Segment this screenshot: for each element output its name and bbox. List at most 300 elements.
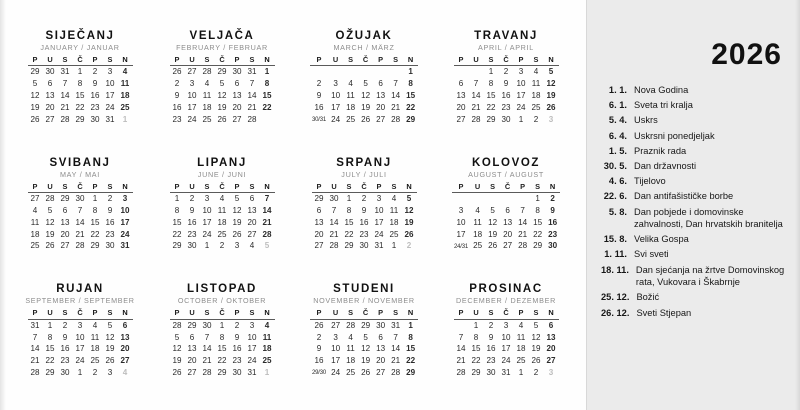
- day-cell[interactable]: 30: [60, 368, 70, 378]
- day-cell[interactable]: 23: [187, 229, 197, 239]
- day-cell[interactable]: 3: [234, 241, 240, 251]
- day-cell[interactable]: 14: [247, 91, 257, 101]
- day-cell[interactable]: 26: [30, 114, 40, 124]
- day-cell[interactable]: 12: [361, 344, 371, 354]
- day-cell[interactable]: 4: [122, 67, 128, 77]
- day-cell[interactable]: 27: [45, 114, 55, 124]
- day-cell[interactable]: 17: [247, 344, 257, 354]
- day-cell[interactable]: 8: [408, 79, 413, 89]
- day-cell[interactable]: 5: [234, 193, 240, 203]
- day-cell[interactable]: 2: [62, 320, 68, 330]
- day-cell[interactable]: 6: [62, 205, 68, 215]
- day-cell[interactable]: 3: [189, 79, 195, 89]
- day-cell[interactable]: 20: [503, 229, 513, 239]
- day-cell[interactable]: 27: [30, 193, 40, 203]
- day-cell[interactable]: 28: [518, 241, 528, 251]
- day-cell[interactable]: 20: [45, 102, 55, 112]
- day-cell[interactable]: 3: [107, 67, 113, 77]
- day-cell[interactable]: 16: [486, 344, 496, 354]
- day-cell[interactable]: 21: [456, 356, 466, 366]
- day-cell[interactable]: 2: [316, 79, 322, 89]
- day-cell[interactable]: 11: [473, 217, 482, 227]
- day-cell[interactable]: 13: [456, 91, 466, 101]
- day-cell[interactable]: 19: [361, 102, 371, 112]
- day-cell[interactable]: 20: [187, 356, 197, 366]
- day-cell[interactable]: 3: [249, 320, 255, 330]
- day-cell[interactable]: 13: [314, 217, 324, 227]
- day-cell[interactable]: 18: [346, 102, 356, 112]
- day-cell[interactable]: 30: [187, 241, 197, 251]
- day-cell[interactable]: 31: [247, 368, 257, 378]
- day-cell[interactable]: 14: [202, 344, 212, 354]
- day-cell[interactable]: 5: [107, 320, 113, 330]
- day-cell[interactable]: 2: [174, 79, 180, 89]
- day-cell[interactable]: 7: [331, 205, 337, 215]
- day-cell[interactable]: 10: [501, 332, 511, 342]
- day-cell[interactable]: 18: [217, 217, 227, 227]
- day-cell[interactable]: 30: [232, 368, 242, 378]
- day-cell[interactable]: 8: [346, 205, 352, 215]
- day-cell[interactable]: 19: [232, 217, 242, 227]
- day-cell[interactable]: 1: [47, 320, 53, 330]
- day-cell[interactable]: 25: [389, 229, 399, 239]
- day-cell[interactable]: 3: [548, 368, 554, 378]
- day-cell[interactable]: 27: [187, 67, 197, 77]
- day-cell[interactable]: 27: [60, 241, 70, 251]
- day-cell[interactable]: 22: [217, 356, 227, 366]
- day-cell[interactable]: 21: [202, 356, 212, 366]
- day-cell[interactable]: 20: [456, 102, 466, 112]
- day-cell[interactable]: 27: [331, 320, 341, 330]
- day-cell[interactable]: 27: [247, 229, 257, 239]
- day-cell[interactable]: 31: [501, 368, 511, 378]
- day-cell[interactable]: 11: [516, 332, 526, 342]
- day-cell[interactable]: 5: [264, 241, 270, 251]
- day-cell[interactable]: 28: [262, 229, 272, 239]
- day-cell[interactable]: 30: [75, 193, 85, 203]
- day-cell[interactable]: 30: [90, 114, 100, 124]
- day-cell[interactable]: 16: [90, 91, 100, 101]
- day-cell[interactable]: 2: [550, 193, 555, 203]
- day-cell[interactable]: 1: [518, 114, 524, 124]
- day-cell[interactable]: 16: [359, 217, 369, 227]
- day-cell[interactable]: 8: [92, 205, 98, 215]
- day-cell[interactable]: 21: [329, 229, 339, 239]
- day-cell[interactable]: [469, 66, 484, 78]
- day-cell[interactable]: 12: [488, 217, 498, 227]
- day-cell[interactable]: 12: [361, 91, 371, 101]
- day-cell[interactable]: 29: [172, 241, 182, 251]
- day-cell[interactable]: 5: [363, 332, 368, 342]
- day-cell[interactable]: 13: [120, 332, 130, 342]
- day-cell[interactable]: 6: [249, 193, 255, 203]
- day-cell[interactable]: 28: [471, 114, 481, 124]
- day-cell[interactable]: 29: [406, 114, 416, 124]
- day-cell[interactable]: 11: [30, 217, 40, 227]
- day-cell[interactable]: 26: [314, 320, 324, 330]
- day-cell[interactable]: 1: [391, 241, 397, 251]
- day-cell[interactable]: 8: [174, 205, 180, 215]
- day-cell[interactable]: 6: [234, 79, 240, 89]
- day-cell[interactable]: 7: [393, 79, 398, 89]
- day-cell[interactable]: 19: [172, 356, 182, 366]
- day-cell[interactable]: 17: [501, 344, 511, 354]
- day-cell[interactable]: 29: [406, 368, 416, 378]
- day-cell[interactable]: 11: [90, 332, 100, 342]
- day-cell[interactable]: 22: [262, 102, 272, 112]
- day-cell[interactable]: 13: [546, 332, 556, 342]
- day-cell[interactable]: 15: [45, 344, 55, 354]
- day-cell[interactable]: 2: [406, 241, 412, 251]
- day-cell[interactable]: 3: [333, 79, 338, 89]
- day-cell[interactable]: 12: [531, 332, 541, 342]
- day-cell[interactable]: 13: [247, 205, 257, 215]
- day-cell[interactable]: 25: [531, 102, 541, 112]
- day-cell[interactable]: 25: [516, 356, 526, 366]
- day-cell[interactable]: 14: [262, 205, 272, 215]
- day-cell[interactable]: 24: [187, 114, 197, 124]
- day-cell[interactable]: 16: [314, 356, 324, 366]
- day-cell[interactable]: 14: [518, 217, 528, 227]
- day-cell[interactable]: 28: [30, 368, 40, 378]
- day-cell[interactable]: 17: [120, 217, 130, 227]
- day-cell[interactable]: 12: [232, 205, 242, 215]
- day-cell[interactable]: 12: [404, 205, 414, 215]
- day-cell[interactable]: 14: [329, 217, 339, 227]
- day-cell[interactable]: 14: [391, 91, 401, 101]
- day-cell[interactable]: 15: [217, 344, 227, 354]
- day-cell[interactable]: 2: [316, 332, 322, 342]
- day-cell[interactable]: 25: [217, 229, 227, 239]
- day-cell[interactable]: 26: [546, 102, 556, 112]
- day-cell[interactable]: 26: [232, 229, 242, 239]
- day-cell[interactable]: 5: [490, 205, 495, 215]
- day-cell[interactable]: 6: [378, 332, 383, 342]
- day-cell[interactable]: 27: [232, 114, 242, 124]
- day-cell[interactable]: 15: [406, 344, 416, 354]
- day-cell[interactable]: 26: [172, 368, 182, 378]
- day-cell[interactable]: [452, 193, 470, 205]
- day-cell[interactable]: 28: [202, 368, 212, 378]
- day-cell[interactable]: 30: [45, 67, 55, 77]
- day-cell[interactable]: 28: [247, 114, 257, 124]
- day-cell[interactable]: 12: [105, 332, 115, 342]
- day-cell[interactable]: 24: [516, 102, 526, 112]
- day-cell[interactable]: 14: [391, 344, 401, 354]
- day-cell[interactable]: 27: [376, 368, 386, 378]
- day-cell[interactable]: [500, 193, 515, 205]
- day-cell[interactable]: 15: [486, 91, 496, 101]
- day-cell[interactable]: 1: [77, 368, 83, 378]
- day-cell[interactable]: 29: [533, 241, 543, 251]
- day-cell[interactable]: 2: [107, 193, 113, 203]
- day-cell[interactable]: 27: [376, 114, 386, 124]
- day-cell[interactable]: 2: [361, 193, 367, 203]
- day-cell[interactable]: 9: [503, 79, 509, 89]
- day-cell[interactable]: 10: [247, 332, 257, 342]
- day-cell[interactable]: 4: [32, 205, 38, 215]
- day-cell[interactable]: 25: [262, 356, 272, 366]
- day-cell[interactable]: 10: [374, 205, 384, 215]
- day-cell[interactable]: 26: [404, 229, 414, 239]
- day-cell[interactable]: 4: [219, 193, 225, 203]
- day-cell[interactable]: 3: [77, 320, 83, 330]
- day-cell[interactable]: 23: [486, 356, 496, 366]
- day-cell[interactable]: 28: [60, 114, 70, 124]
- day-cell[interactable]: 2: [533, 368, 539, 378]
- day-cell[interactable]: 9: [316, 344, 322, 354]
- day-cell[interactable]: 22: [406, 102, 416, 112]
- day-cell[interactable]: 17: [202, 217, 212, 227]
- day-cell[interactable]: 16: [105, 217, 115, 227]
- day-cell[interactable]: 23: [359, 229, 369, 239]
- day-cell[interactable]: 1: [535, 193, 540, 203]
- day-cell[interactable]: 20: [376, 102, 386, 112]
- day-cell[interactable]: 30: [501, 114, 511, 124]
- day-cell[interactable]: 30: [548, 241, 558, 251]
- day-cell[interactable]: 1: [92, 193, 98, 203]
- day-cell[interactable]: 24/31: [453, 243, 468, 250]
- day-cell[interactable]: 2: [503, 67, 509, 77]
- day-cell[interactable]: 31: [30, 320, 40, 330]
- day-cell[interactable]: 9: [92, 79, 98, 89]
- day-cell[interactable]: 30: [232, 67, 242, 77]
- day-cell[interactable]: 4: [264, 320, 270, 330]
- day-cell[interactable]: 26: [45, 241, 55, 251]
- day-cell[interactable]: 11: [120, 79, 130, 89]
- day-cell[interactable]: 13: [187, 344, 197, 354]
- day-cell[interactable]: 13: [376, 91, 386, 101]
- day-cell[interactable]: 3: [458, 205, 464, 215]
- day-cell[interactable]: 27: [187, 368, 197, 378]
- day-cell[interactable]: 24: [501, 356, 511, 366]
- day-cell[interactable]: 9: [189, 205, 195, 215]
- day-cell[interactable]: 20: [314, 229, 324, 239]
- day-cell[interactable]: 2: [189, 193, 195, 203]
- day-cell[interactable]: 30: [359, 241, 369, 251]
- day-cell[interactable]: 27: [314, 241, 324, 251]
- day-cell[interactable]: 15: [344, 217, 354, 227]
- day-cell[interactable]: 9: [361, 205, 367, 215]
- day-cell[interactable]: 22: [471, 356, 481, 366]
- day-cell[interactable]: 9: [62, 332, 68, 342]
- day-cell[interactable]: 1: [264, 67, 270, 77]
- day-cell[interactable]: 28: [45, 193, 55, 203]
- day-cell[interactable]: 23: [172, 114, 182, 124]
- day-cell[interactable]: 29: [90, 241, 100, 251]
- day-cell[interactable]: 1: [473, 320, 479, 330]
- day-cell[interactable]: 17: [105, 91, 115, 101]
- day-cell[interactable]: 28: [391, 114, 401, 124]
- day-cell[interactable]: 3: [376, 193, 382, 203]
- day-cell[interactable]: 28: [75, 241, 85, 251]
- day-cell[interactable]: 9: [488, 332, 494, 342]
- day-cell[interactable]: 29: [361, 320, 371, 330]
- day-cell[interactable]: 21: [60, 102, 70, 112]
- day-cell[interactable]: 6: [122, 320, 128, 330]
- day-cell[interactable]: 21: [471, 102, 481, 112]
- day-cell[interactable]: 5: [533, 320, 539, 330]
- day-cell[interactable]: 26: [488, 241, 498, 251]
- day-cell[interactable]: 29: [344, 241, 354, 251]
- day-cell[interactable]: 13: [45, 91, 55, 101]
- day-cell[interactable]: 24: [202, 229, 212, 239]
- day-cell[interactable]: 28: [202, 67, 212, 77]
- day-cell[interactable]: [470, 193, 485, 205]
- day-cell[interactable]: 14: [456, 344, 466, 354]
- day-cell[interactable]: 3: [204, 193, 210, 203]
- day-cell[interactable]: 10: [187, 91, 197, 101]
- day-cell[interactable]: 5: [363, 79, 368, 89]
- day-cell[interactable]: 16: [232, 344, 242, 354]
- day-cell[interactable]: 19: [105, 344, 115, 354]
- day-cell[interactable]: 24: [75, 356, 85, 366]
- day-cell[interactable]: 19: [404, 217, 414, 227]
- day-cell[interactable]: 19: [488, 229, 498, 239]
- day-cell[interactable]: 31: [60, 67, 70, 77]
- day-cell[interactable]: 5: [174, 332, 180, 342]
- day-cell[interactable]: 6: [548, 320, 554, 330]
- day-cell[interactable]: 21: [262, 217, 272, 227]
- day-cell[interactable]: 5: [219, 79, 225, 89]
- day-cell[interactable]: 11: [531, 79, 541, 89]
- day-cell[interactable]: 18: [30, 229, 40, 239]
- day-cell[interactable]: 9: [107, 205, 113, 215]
- day-cell[interactable]: 1: [204, 241, 210, 251]
- day-cell[interactable]: 9: [174, 91, 180, 101]
- day-cell[interactable]: 19: [531, 344, 541, 354]
- day-cell[interactable]: 24: [331, 368, 341, 378]
- day-cell[interactable]: 1: [264, 368, 270, 378]
- day-cell[interactable]: 14: [75, 217, 85, 227]
- day-cell[interactable]: 24: [331, 114, 341, 124]
- day-cell[interactable]: 19: [30, 102, 40, 112]
- day-cell[interactable]: 27: [503, 241, 513, 251]
- day-cell[interactable]: 20: [247, 217, 257, 227]
- day-cell[interactable]: 31: [105, 114, 115, 124]
- day-cell[interactable]: 4: [249, 241, 255, 251]
- day-cell[interactable]: 11: [389, 205, 399, 215]
- day-cell[interactable]: 21: [518, 229, 528, 239]
- day-cell[interactable]: 3: [122, 193, 128, 203]
- day-cell[interactable]: 17: [75, 344, 85, 354]
- day-cell[interactable]: 16: [187, 217, 197, 227]
- day-cell[interactable]: 6: [189, 332, 195, 342]
- day-cell[interactable]: 4: [391, 193, 397, 203]
- day-cell[interactable]: 30: [329, 193, 339, 203]
- day-cell[interactable]: 2: [488, 320, 494, 330]
- day-cell[interactable]: 22: [90, 229, 100, 239]
- day-cell[interactable]: 10: [456, 217, 466, 227]
- day-cell[interactable]: 28: [456, 368, 466, 378]
- day-cell[interactable]: 19: [546, 91, 556, 101]
- day-cell[interactable]: 27: [120, 356, 130, 366]
- day-cell[interactable]: 8: [47, 332, 53, 342]
- day-cell[interactable]: 30: [486, 368, 496, 378]
- day-cell[interactable]: 12: [45, 217, 55, 227]
- day-cell[interactable]: 22: [75, 102, 85, 112]
- day-cell[interactable]: 23: [90, 102, 100, 112]
- day-cell[interactable]: 7: [458, 332, 464, 342]
- day-cell[interactable]: 2: [92, 368, 98, 378]
- day-cell[interactable]: 5: [548, 67, 554, 77]
- day-cell[interactable]: 25: [120, 102, 130, 112]
- day-cell[interactable]: 26: [531, 356, 541, 366]
- day-cell[interactable]: 16: [60, 344, 70, 354]
- day-cell[interactable]: 4: [122, 368, 128, 378]
- day-cell[interactable]: 4: [348, 332, 353, 342]
- day-cell[interactable]: 8: [264, 79, 270, 89]
- day-cell[interactable]: 31: [374, 241, 384, 251]
- day-cell[interactable]: 1: [408, 67, 413, 77]
- day-cell[interactable]: 28: [172, 320, 182, 330]
- day-cell[interactable]: 2: [234, 320, 240, 330]
- day-cell[interactable]: 7: [393, 332, 398, 342]
- day-cell[interactable]: 18: [473, 229, 483, 239]
- day-cell[interactable]: 22: [172, 229, 182, 239]
- day-cell[interactable]: 1: [488, 67, 494, 77]
- day-cell[interactable]: 18: [262, 344, 272, 354]
- day-cell[interactable]: 18: [531, 91, 541, 101]
- day-cell[interactable]: 26: [361, 368, 371, 378]
- day-cell[interactable]: 15: [90, 217, 100, 227]
- day-cell[interactable]: 25: [30, 241, 40, 251]
- day-cell[interactable]: 10: [120, 205, 130, 215]
- day-cell[interactable]: 6: [505, 205, 510, 215]
- day-cell[interactable]: 30: [105, 241, 115, 251]
- day-cell[interactable]: 18: [346, 356, 356, 366]
- day-cell[interactable]: 22: [533, 229, 543, 239]
- day-cell[interactable]: 4: [92, 320, 98, 330]
- day-cell[interactable]: 21: [30, 356, 40, 366]
- day-cell[interactable]: 17: [187, 102, 197, 112]
- day-cell[interactable]: 18: [90, 344, 100, 354]
- day-cell[interactable]: 3: [333, 332, 338, 342]
- day-cell[interactable]: 4: [518, 320, 524, 330]
- day-cell[interactable]: 1: [518, 368, 524, 378]
- day-cell[interactable]: 25: [473, 241, 483, 251]
- day-cell[interactable]: 10: [331, 344, 341, 354]
- day-cell[interactable]: 25: [202, 114, 212, 124]
- day-cell[interactable]: 10: [331, 91, 341, 101]
- day-cell[interactable]: 7: [473, 79, 479, 89]
- day-cell[interactable]: 20: [120, 344, 130, 354]
- day-cell[interactable]: 30/31: [311, 116, 326, 123]
- day-cell[interactable]: 9: [550, 205, 555, 215]
- day-cell[interactable]: 29: [60, 193, 70, 203]
- day-cell[interactable]: [454, 319, 469, 331]
- day-cell[interactable]: 7: [264, 193, 270, 203]
- day-cell[interactable]: 9: [316, 91, 322, 101]
- day-cell[interactable]: 9: [234, 332, 240, 342]
- day-cell[interactable]: 31: [120, 241, 130, 251]
- day-cell[interactable]: 28: [329, 241, 339, 251]
- day-cell[interactable]: [485, 193, 500, 205]
- day-cell[interactable]: 29/30: [311, 370, 326, 377]
- day-cell[interactable]: 8: [408, 332, 413, 342]
- day-cell[interactable]: 2: [92, 67, 98, 77]
- day-cell[interactable]: 20: [546, 344, 556, 354]
- day-cell[interactable]: [343, 66, 358, 78]
- day-cell[interactable]: 2: [533, 114, 539, 124]
- day-cell[interactable]: 30: [202, 320, 212, 330]
- day-cell[interactable]: 22: [486, 102, 496, 112]
- day-cell[interactable]: 15: [172, 217, 182, 227]
- day-cell[interactable]: 7: [520, 205, 525, 215]
- day-cell[interactable]: 21: [247, 102, 257, 112]
- day-cell[interactable]: 11: [217, 205, 227, 215]
- day-cell[interactable]: 29: [471, 368, 481, 378]
